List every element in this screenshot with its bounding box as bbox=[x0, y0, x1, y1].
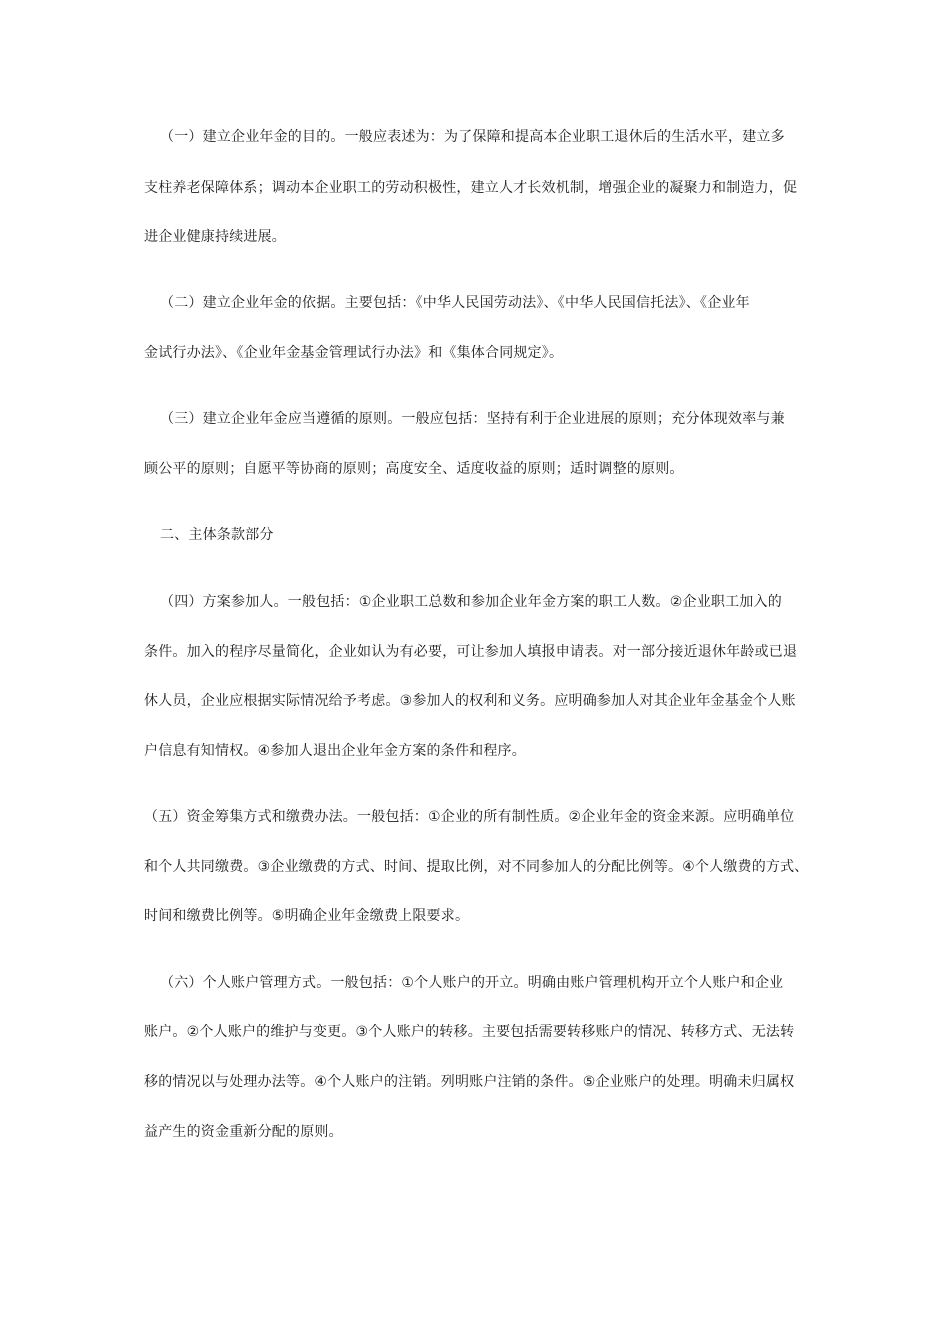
section-heading: 二、主体条款部分 bbox=[160, 527, 274, 543]
paragraph-2-line-2: 金试行办法》、《企业年金基金管理试行办法》和《集体合同规定》。 bbox=[144, 345, 564, 361]
paragraph-5-line-3: 时间和缴费比例等。⑤明确企业年金缴费上限要求。 bbox=[144, 908, 470, 924]
paragraph-6-line-1: （六）个人账户管理方式。一般包括：①个人账户的开立。明确由账户管理机构开立个人账户和企业 bbox=[160, 975, 784, 991]
paragraph-3-line-1: （三）建立企业年金应当遵循的原则。一般应包括：坚持有利于企业进展的原则；充分体现效率与兼 bbox=[160, 411, 785, 427]
paragraph-6-line-4: 益产生的资金重新分配的原则。 bbox=[144, 1124, 343, 1140]
paragraph-5-line-2: 和个人共同缴费。③企业缴费的方式、时间、提取比例，对不同参加人的分配比例等。④个人缴费的方式、 bbox=[144, 859, 809, 875]
paragraph-6-line-3: 移的情况以与处理办法等。④个人账户的注销。列明账户注销的条件。⑤企业账户的处理。明确未归属权 bbox=[144, 1074, 795, 1090]
paragraph-4-line-4: 户信息有知情权。④参加人退出企业年金方案的条件和程序。 bbox=[144, 743, 526, 759]
paragraph-2-line-1: （二）建立企业年金的依据。主要包括：《中华人民国劳动法》、《中华人民国信托法》、《企业年 bbox=[160, 295, 750, 311]
paragraph-6-line-2: 账户。②个人账户的维护与变更。③个人账户的转移。主要包括需要转移账户的情况、转移方式、无法转 bbox=[144, 1024, 795, 1040]
paragraph-1-line-3: 进企业健康持续进展。 bbox=[144, 229, 286, 245]
paragraph-1-line-1: （一）建立企业年金的目的。一般应表述为：为了保障和提高本企业职工退休后的生活水平，建立多 bbox=[160, 129, 785, 145]
paragraph-3-line-2: 顾公平的原则；自愿平等协商的原则；高度安全、适度收益的原则；适时调整的原则。 bbox=[144, 461, 684, 477]
paragraph-1-line-2: 支柱养老保障体系；调动本企业职工的劳动积极性，建立人才长效机制，增强企业的凝聚力和制造力，促 bbox=[144, 180, 798, 196]
paragraph-4-line-2: 条件。加入的程序尽量简化，企业如认为有必要，可让参加人填报申请表。对一部分接近退休年龄或已退 bbox=[144, 644, 798, 660]
paragraph-4-line-3: 休人员，企业应根据实际情况给予考虑。③参加人的权利和义务。应明确参加人对其企业年金基金个人账 bbox=[144, 693, 796, 709]
paragraph-4-line-1: （四）方案参加人。一般包括：①企业职工总数和参加企业年金方案的职工人数。②企业职工加入的 bbox=[160, 594, 782, 610]
paragraph-5-line-1: （五）资金筹集方式和缴费办法。一般包括：①企业的所有制性质。②企业年金的资金来源。应明确单位 bbox=[144, 809, 795, 825]
